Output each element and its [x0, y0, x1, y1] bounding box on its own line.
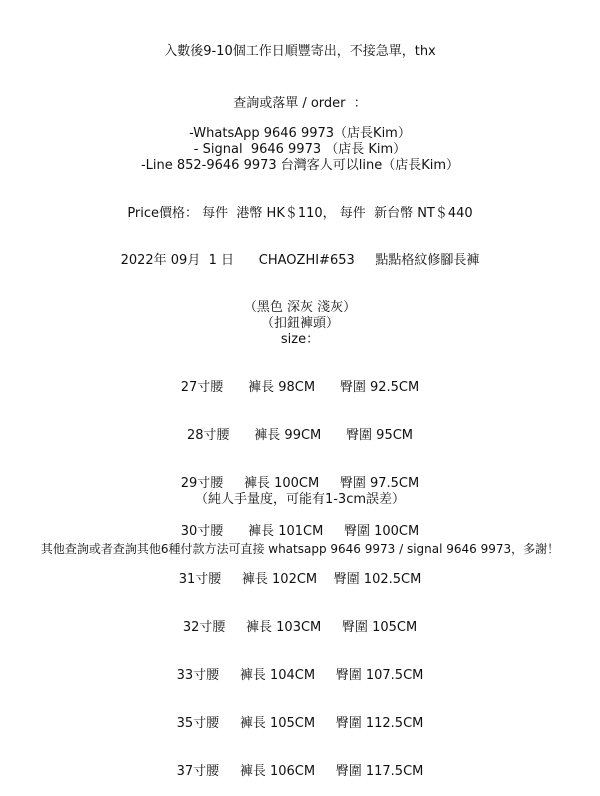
price-line: Price價格： 每件 港幣 HK＄110， 每件 新台幣 NT＄440 — [127, 206, 473, 221]
colors-line: （黑色 深灰 淺灰） — [243, 300, 357, 315]
order-heading: 查詢或落單 / order ： — [233, 96, 367, 111]
size-row: 35寸腰 褲長 105CM 臀圍 112.5CM — [176, 716, 424, 731]
size-row: 29寸腰 褲長 100CM 臀圍 97.5CM — [180, 476, 420, 491]
size-row: 27寸腰 褲長 98CM 臀圍 92.5CM — [180, 380, 420, 395]
shipping-notice: 入數後9-10個工作日順豐寄出，不接急單，thx — [164, 44, 436, 59]
size-table — [0, 348, 600, 796]
size-row: 28寸腰 褲長 99CM 臀圍 95CM — [186, 428, 414, 443]
contact-whatsapp: -WhatsApp 9646 9973（店長Kim） — [189, 126, 411, 141]
size-row: 31寸腰 褲長 102CM 臀圍 102.5CM — [178, 572, 422, 587]
size-row: 37寸腰 褲長 106CM 臀圍 117.5CM — [176, 764, 424, 779]
product-line: 2022年 09月 1 日 CHAOZHI#653 點點格紋修腳長褲 — [120, 253, 480, 268]
measure-note: （純人手量度，可能有1-3cm誤差） — [194, 492, 406, 507]
footer-contact: 其他查詢或者查詢其他6種付款方法可直接 whatsapp 9646 9973 / signal 9646 9973，多謝！ — [40, 542, 560, 556]
size-label: size： — [280, 332, 320, 347]
size-row: 33寸腰 褲長 104CM 臀圍 107.5CM — [176, 668, 424, 683]
size-row: 30寸腰 褲長 101CM 臀圍 100CM — [180, 524, 420, 539]
size-row: 32寸腰 褲長 103CM 臀圍 105CM — [182, 620, 418, 635]
contact-line: -Line 852-9646 9973 台灣客人可以line（店長Kim） — [140, 158, 460, 173]
buttons-line: （扣鈕褲頭） — [260, 316, 339, 331]
contact-signal: - Signal 9646 9973 （店長 Kim） — [193, 142, 407, 157]
